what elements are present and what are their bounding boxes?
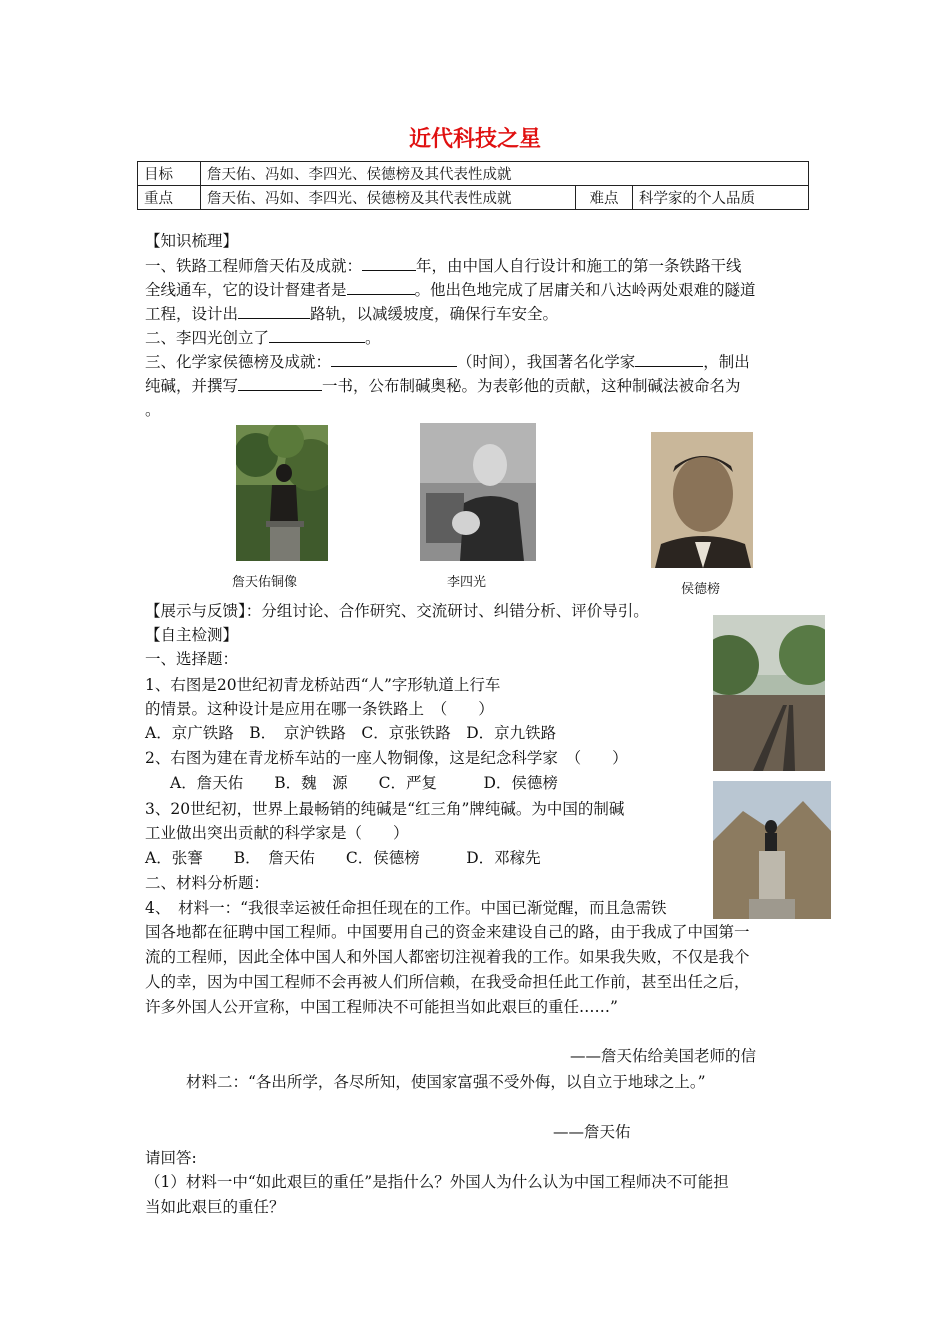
question-3-cont: 工业做出突出贡献的科学家是（ ） [145,824,409,842]
goal-label: 目标 [138,162,201,186]
answer-blank[interactable] [269,326,365,343]
knowledge-line-4: 二、李四光创立了 。 [145,326,381,350]
knowledge-line-6: 纯碱，并撰写 一书，公布制碱奥秘。为表彰他的贡献，这种制碱法被命名为 [145,374,741,398]
question-1-options: A．京广铁路 B． 京沪铁路 C．京张铁路 D．京九铁路 [145,724,557,742]
objectives-table [137,161,809,210]
answer-blank[interactable] [635,350,703,367]
answer-blank[interactable] [347,278,415,295]
answer-prompt: 请回答: [145,1149,197,1167]
focus-label: 重点 [138,186,201,210]
section-choice: 一、选择题： [145,650,239,668]
knowledge-line-2: 全线通车，它的设计督建者是 。他出色地完成了居庸关和八达岭两处艰难的隧道 [145,278,756,302]
material-1-line: 许多外国人公开宣称，中国工程师决不可能担当如此艰巨的重任……” [145,998,618,1016]
zhan-tianyou-statue-photo [236,425,328,561]
sub-question-1: （1）材料一中“如此艰巨的重任”是指什么？外国人为什么认为中国工程师决不可能担 [145,1173,729,1191]
li-siguang-photo [420,423,536,561]
photo-caption: 李四光 [447,575,487,590]
question-1: 1、右图是20世纪初青龙桥站西“人”字形轨道上行车 [145,676,501,694]
hou-debang-photo [651,432,753,568]
answer-blank[interactable] [238,302,310,319]
question-3: 3、20世纪初，世界上最畅销的纯碱是“红三角”牌纯碱。为中国的制碱 [145,800,625,818]
question-3-options: A．张謇 B． 詹天佑 C．侯德榜 D．邓稼先 [145,849,541,867]
material-1-line: 人的幸，因为中国工程师不会再被人们所信赖，在我受命担任此工作前，甚至出任之后， [145,973,750,991]
answer-blank[interactable] [362,254,416,271]
material-1-line: 流的工程师，因此全体中国人和外国人都密切注视着我的工作。如果我失败，不仅是我个 [145,948,750,966]
goal-content: 詹天佑、冯如、李四光、侯德榜及其代表性成就 [201,162,809,186]
difficulty-content: 科学家的个人品质 [633,186,809,210]
photo-caption: 侯德榜 [681,582,721,597]
display-feedback: 【展示与反馈】：分组讨论、合作研究、交流研讨、纠错分析、评价导引。 [145,602,649,620]
material-1-line: 国各地都在征聘中国工程师。中国要用自己的资金来建设自己的路，由于我成了中国第一 [145,923,750,941]
question-4: 4、 材料一：“我很幸运被任命担任现在的工作。中国已渐觉醒，而且急需铁 [145,899,667,917]
knowledge-line-3: 工程，设计出 路轨，以减缓坡度，确保行车安全。 [145,302,558,326]
railway-track-photo [713,615,825,771]
sub-question-1-cont: 当如此艰巨的重任？ [145,1198,285,1216]
table-row [138,162,809,186]
question-2: 2、右图为建在青龙桥车站的一座人物铜像，这是纪念科学家 （ ） [145,749,628,767]
question-1-cont: 的情景。这种设计是应用在哪一条铁路上 （ ） [145,700,494,718]
question-2-options: A．詹天佑 B．魏 源 C．严复 D．侯德榜 [170,774,558,792]
answer-blank[interactable] [331,350,457,367]
focus-content: 詹天佑、冯如、李四光、侯德榜及其代表性成就 [201,186,576,210]
material-2: 材料二：“各出所学，各尽所知，使国家富强不受外侮，以自立于地球之上。” [186,1073,706,1091]
answer-blank[interactable] [238,374,322,391]
section-material: 二、材料分析题： [145,874,270,892]
photo-caption: 詹天佑铜像 [232,575,298,590]
knowledge-header: 【知识梳理】 [145,232,239,250]
knowledge-line-1: 一、铁路工程师詹天佑及成就： 年，由中国人自行设计和施工的第一条铁路干线 [145,254,742,278]
difficulty-label: 难点 [576,186,633,210]
page-title: 近代科技之星 [408,127,541,152]
knowledge-line-5: 三、化学家侯德榜及成就： （时间），我国著名化学家 ，制出 [145,350,750,374]
statue-at-station-photo [713,781,831,919]
material-2-source: ——詹天佑 [553,1123,631,1141]
check-header: 【自主检测】 [145,626,239,644]
material-1-source: ——詹天佑给美国老师的信 [570,1047,757,1065]
knowledge-line-7: 。 [145,401,161,419]
table-row [138,186,809,210]
